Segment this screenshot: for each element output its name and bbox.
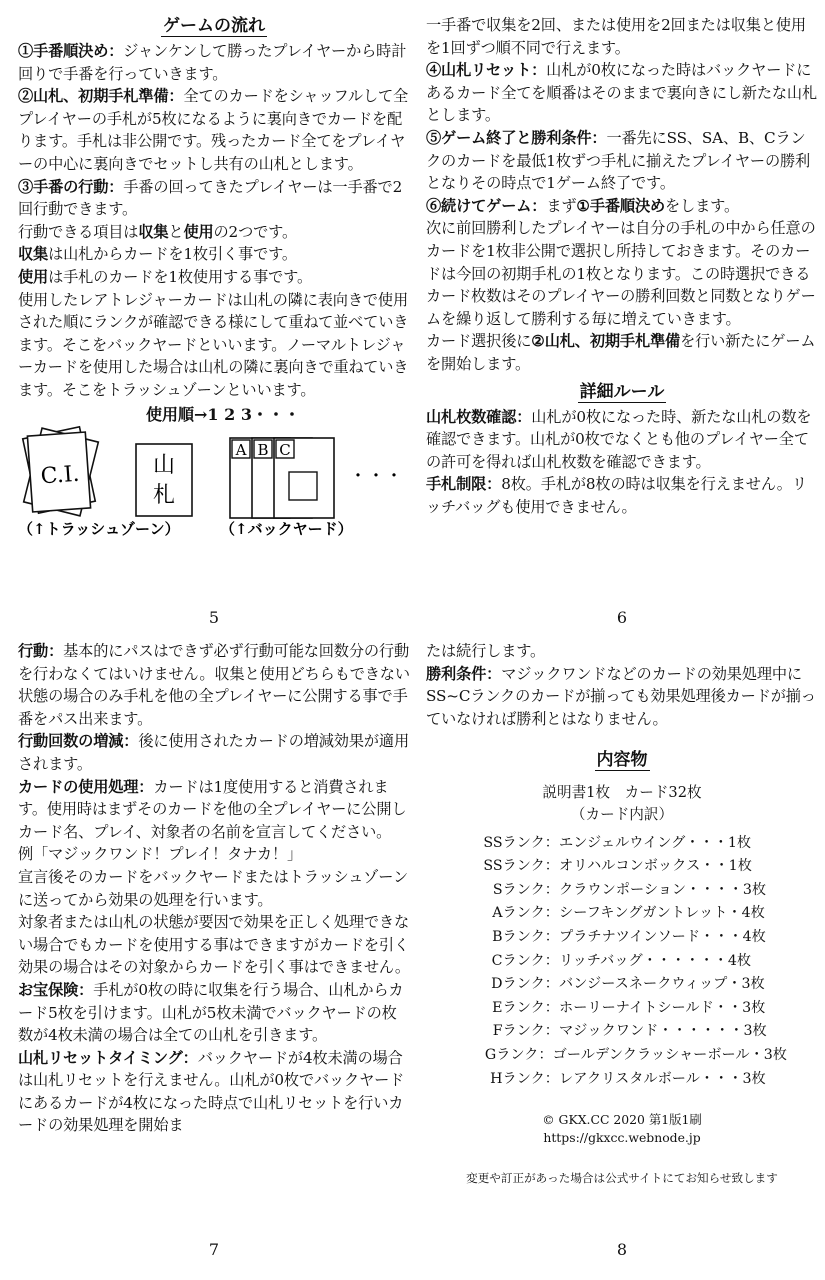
rules-body xyxy=(18,640,410,1137)
rank-label: Sランク： xyxy=(492,881,559,898)
step-1: ①手番順決め：ジャンケンして勝ったプレイヤーから時計回りで手番を行っていきます。 xyxy=(18,42,407,83)
rank-list xyxy=(457,832,787,1092)
rank-label: Hランク： xyxy=(490,1070,559,1087)
website-url[interactable]: https://gkxcc.webnode.jp xyxy=(543,1130,701,1146)
rank-label: Eランク： xyxy=(492,999,559,1016)
step-2: ②山札、初期手札準備：全てのカードをシャッフルして全プレイヤーの手札が5枚になるように裏向きでカードを配ります。手札は非公開です。残ったカード全てをプレイヤーの中心に裏向きでセットし共有の山札とします。 xyxy=(18,87,409,173)
trash-zone-caption: （↑トラッシュゾーン） xyxy=(18,519,180,538)
usage-order-label: 使用順→1 2 3・・・ xyxy=(146,404,300,424)
rule-action: 行動：基本的にパスはできず必ず行動可能な回数分の行動を行わなくてはいけません。収集と使用どちらもできない状態の場合のみ手札を他の全プレイヤーに公開する事で手番をパス出来ます。 xyxy=(18,642,410,728)
game-flow-continued xyxy=(426,14,818,376)
rules-continued xyxy=(426,640,818,730)
rank-label: Aランク： xyxy=(492,905,559,922)
rank-row xyxy=(457,855,787,879)
rule-hand-limit: 手札制限：8枚。手札が8枚の時は収集を行えません。リッチバッグも使用できません。 xyxy=(426,475,807,516)
rank-row xyxy=(457,832,787,856)
rank-card-name: ゴールデンクラッシャーボール・3枚 xyxy=(552,1046,787,1063)
copyright-block xyxy=(426,1111,818,1147)
rule-card-use-example: 例「マジックワンド！プレイ！タナカ！」 xyxy=(18,845,303,864)
step-3-continued: 一手番で収集を2回、または使用を2回または収集と使用を1回ずつ順不同で行えます。 xyxy=(426,16,806,57)
game-flow-heading: ゲームの流れ xyxy=(163,16,265,36)
rank-label: SSランク： xyxy=(483,834,559,851)
rank-label: SSランク： xyxy=(483,858,559,875)
rank-card-name: クラウンポーション・・・・3枚 xyxy=(559,881,767,898)
rule-reset-timing: 山札リセットタイミング：バックヤードが4枚未満の場合は山札リセットを行えません。山札が0枚でバックヤードにあるカードが4枚になった時点で山札リセットを行いカードの効果処理を開始ま xyxy=(18,1048,405,1135)
rank-row xyxy=(457,950,787,974)
backyard-card-b: B xyxy=(257,440,269,459)
rank-row xyxy=(457,1044,787,1068)
step-6-body: 次に前回勝利したプレイヤーは自分の手札の中から任意のカードを1枚非公開で選択し所持しておきます。そのカードは今回の初期手札の1枚となります。この時選択できるカード枚数はそのプレイヤーの勝利回数と同数となりゲームを繰り返して勝利する毎に増えていきます。 xyxy=(426,219,816,328)
rank-row xyxy=(457,926,787,950)
page-6 xyxy=(426,14,818,634)
contents-heading: 内容物 xyxy=(596,750,648,771)
rule-action-count: 行動回数の増減：後に使用されたカードの増減効果が適用されます。 xyxy=(18,732,409,773)
rank-label: Cランク： xyxy=(491,952,559,969)
rank-card-name: オリハルコンボックス・・1枚 xyxy=(559,858,752,875)
rank-card-name: バンジースネークウィップ・3枚 xyxy=(559,976,765,993)
step-3-body: 使用したレアトレジャーカードは山札の隣に表向きで使用された順にランクが確認できる様にして重ねて並べていきます。そこをバックヤードといいます。ノーマルトレジャーカードを使用した場合は山札の隣に裏向きで重ねていきます。そこをトラッシュゾーンといいます。 xyxy=(18,290,409,399)
rule-card-use: カードの使用処理：カードは1度使用すると消費されます。使用時はまずそのカードを他の全プレイヤーに公開しカード名、プレイ、対象者の名前を宣言してください。 xyxy=(18,777,407,841)
rank-label: Fランク： xyxy=(492,1023,559,1040)
play-area-svg xyxy=(18,402,410,542)
rule-deck-count: 山札枚数確認：山札が0枚になった時、新たな山札の数を確認できます。山札が0枚でなくとも他のプレイヤー全ての許可を得れば山札枚数を確認できます。 xyxy=(426,407,812,471)
step-6-end: カード選択後に②山札、初期手札準備を行い新たにゲームを開始します。 xyxy=(426,332,816,373)
trash-card-label: C.I. xyxy=(39,461,81,489)
page-7 xyxy=(18,640,410,1266)
game-flow-body xyxy=(18,40,410,402)
step-4: ④山札リセット：山札が0枚になった時はバックヤードにあるカード全てを順番はそのままで裏向きにし新たな山札とします。 xyxy=(426,61,817,125)
step-6: ⑥続けてゲーム：まず①手番順決めをします。 xyxy=(426,196,740,215)
collect-def: 収集は山札からカードを1枚引く事です。 xyxy=(18,245,297,264)
page-5 xyxy=(18,14,410,634)
rank-card-name: エンジェルウイング・・・1枚 xyxy=(559,834,752,851)
breakdown-line: （カード内訳） xyxy=(570,805,674,823)
rule-card-use-2: 宣言後そのカードをバックヤードまたはトラッシュゾーンに送ってから効果の処理を行います。 xyxy=(18,867,409,909)
deck-char-2: 札 xyxy=(152,482,176,508)
rank-card-name: マジックワンド・・・・・・3枚 xyxy=(559,1023,767,1040)
page-8 xyxy=(426,640,818,1266)
copyright: © GKX.CC 2020 第1版1刷 xyxy=(542,1112,702,1128)
step-3-actions: 行動できる項目は収集と使用の2つです。 xyxy=(18,222,297,241)
backyard-card-a: A xyxy=(235,440,247,459)
rule-card-use-3: 対象者または山札の状態が要因で効果を正しく処理できない場合でもカードを使用する事はできますがカードを引く効果の場合はその対象からカードを引く事はできません。 xyxy=(18,913,410,977)
page-number: 5 xyxy=(208,608,220,627)
rank-card-name: ホーリーナイトシールド・・3枚 xyxy=(559,999,766,1016)
rank-label: Gランク： xyxy=(484,1046,553,1063)
rank-card-name: レアクリスタルボール・・・3枚 xyxy=(559,1070,766,1087)
rule-treasure-insurance: お宝保険：手札が0枚の時に収集を行う場合、山札からカード5枚を引けます。山札が5枚未満でバックヤードの枚数が4枚未満の場合は全ての山札を引きます。 xyxy=(18,980,404,1045)
step-5: ⑤ゲーム終了と勝利条件：一番先にSS、SA、B、Cランクのカードを最低1枚ずつ手札に揃えたプレイヤーの勝利となりその時点で1ゲーム終了です。 xyxy=(426,128,811,193)
rank-label: Dランク： xyxy=(491,976,559,993)
page-number: 7 xyxy=(208,1240,220,1259)
rank-card-name: シーフキングガントレット・4枚 xyxy=(559,905,765,922)
page-number: 6 xyxy=(616,608,628,627)
rank-row xyxy=(457,973,787,997)
backyard-card-c: C xyxy=(279,440,291,459)
rule-reset-continued: たは続行します。 xyxy=(426,642,546,660)
rank-card-name: リッチバッグ・・・・・・4枚 xyxy=(559,952,752,969)
backyard-caption: （↑バックヤード） xyxy=(220,519,353,538)
rank-row xyxy=(457,997,787,1021)
detail-rules-heading: 詳細ルール xyxy=(579,381,665,402)
rank-row xyxy=(457,879,787,903)
rank-row xyxy=(457,902,787,926)
deck-char-1: 山 xyxy=(152,452,176,478)
notice: 変更や訂正があった場合は公式サイトにてお知らせ致します xyxy=(466,1171,778,1186)
use-def: 使用は手札のカードを1枚使用する事です。 xyxy=(18,267,313,286)
detail-rules-body xyxy=(426,406,818,519)
rank-card-name: プラチナツインソード・・・4枚 xyxy=(559,928,766,945)
rule-win-condition: 勝利条件：マジックワンドなどのカードの効果処理中にSS~Cランクのカードが揃っても効果処理後カードが揃っていなければ勝利とはなりません。 xyxy=(426,664,816,728)
contents-summary xyxy=(426,782,818,825)
rank-row xyxy=(457,1068,787,1092)
play-area-diagram xyxy=(18,402,410,542)
page-number: 8 xyxy=(616,1240,628,1259)
backyard-ellipsis: ・・・ xyxy=(349,465,403,487)
contents-line: 説明書1枚 カード32枚 xyxy=(542,784,702,802)
rank-label: Bランク： xyxy=(492,928,559,945)
rank-row xyxy=(457,1020,787,1044)
step-3: ③手番の行動：手番の回ってきたプレイヤーは一手番で2回行動できます。 xyxy=(18,177,403,219)
